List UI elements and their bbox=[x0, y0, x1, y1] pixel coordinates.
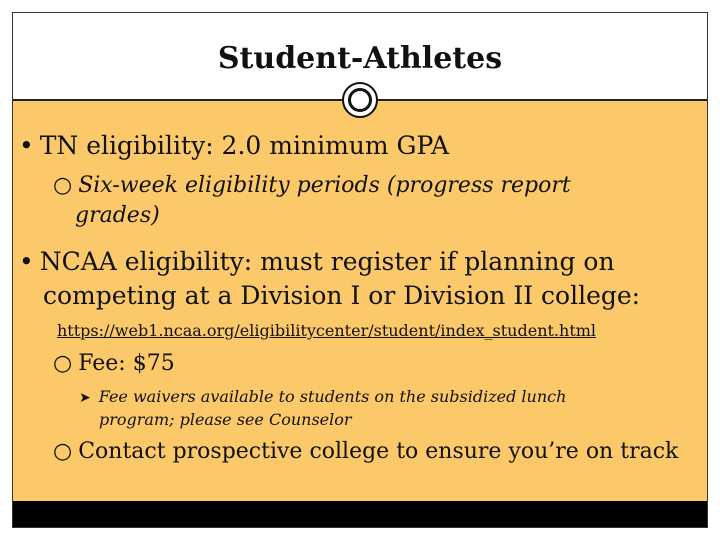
sub-bullet-text-cont: grades) bbox=[75, 203, 160, 228]
filled-dot-icon: • bbox=[19, 247, 34, 276]
note-text-cont: program; please see Counselor bbox=[99, 410, 352, 429]
hollow-circle-icon: ○ bbox=[53, 173, 73, 198]
note-text: Fee waivers available to students on the subsidized lunch bbox=[98, 387, 567, 406]
bullet-text: TN eligibility: 2.0 minimum GPA bbox=[39, 131, 450, 160]
bullet-text: NCAA eligibility: must register if planning on bbox=[39, 247, 615, 276]
ncaa-link-line bbox=[57, 321, 596, 340]
arrow-bullet-icon: ➤ bbox=[79, 390, 91, 406]
note-fee-waivers bbox=[79, 387, 566, 406]
sub-bullet-fee bbox=[53, 351, 175, 376]
sub-bullet-text: Contact prospective college to ensure you’re on track bbox=[78, 439, 679, 464]
slide bbox=[12, 12, 708, 528]
sub-bullet-text: Six-week eligibility periods (progress report bbox=[78, 173, 571, 198]
hollow-circle-icon: ○ bbox=[53, 439, 73, 464]
ncaa-eligibility-link[interactable]: https://web1.ncaa.org/eligibilitycenter/student/index_student.html bbox=[57, 321, 597, 340]
circle-ornament-icon bbox=[342, 82, 378, 118]
sub-bullet-six-week-cont bbox=[75, 203, 160, 228]
bullet-text-cont: competing at a Division I or Division II college: bbox=[43, 281, 641, 310]
note-fee-waivers-cont bbox=[99, 410, 352, 429]
sub-bullet-text: Fee: $75 bbox=[78, 351, 175, 376]
bullet-ncaa-eligibility bbox=[19, 247, 615, 276]
bottom-bar bbox=[13, 501, 707, 527]
slide-title: Student-Athletes bbox=[217, 41, 503, 76]
bullet-ncaa-eligibility-cont bbox=[43, 281, 640, 310]
filled-dot-icon: • bbox=[19, 131, 34, 160]
hollow-circle-icon: ○ bbox=[53, 351, 73, 376]
sub-bullet-contact bbox=[53, 439, 678, 464]
sub-bullet-six-week bbox=[53, 173, 571, 198]
circle-ornament-inner bbox=[348, 88, 372, 112]
bullet-tn-eligibility bbox=[19, 131, 449, 160]
